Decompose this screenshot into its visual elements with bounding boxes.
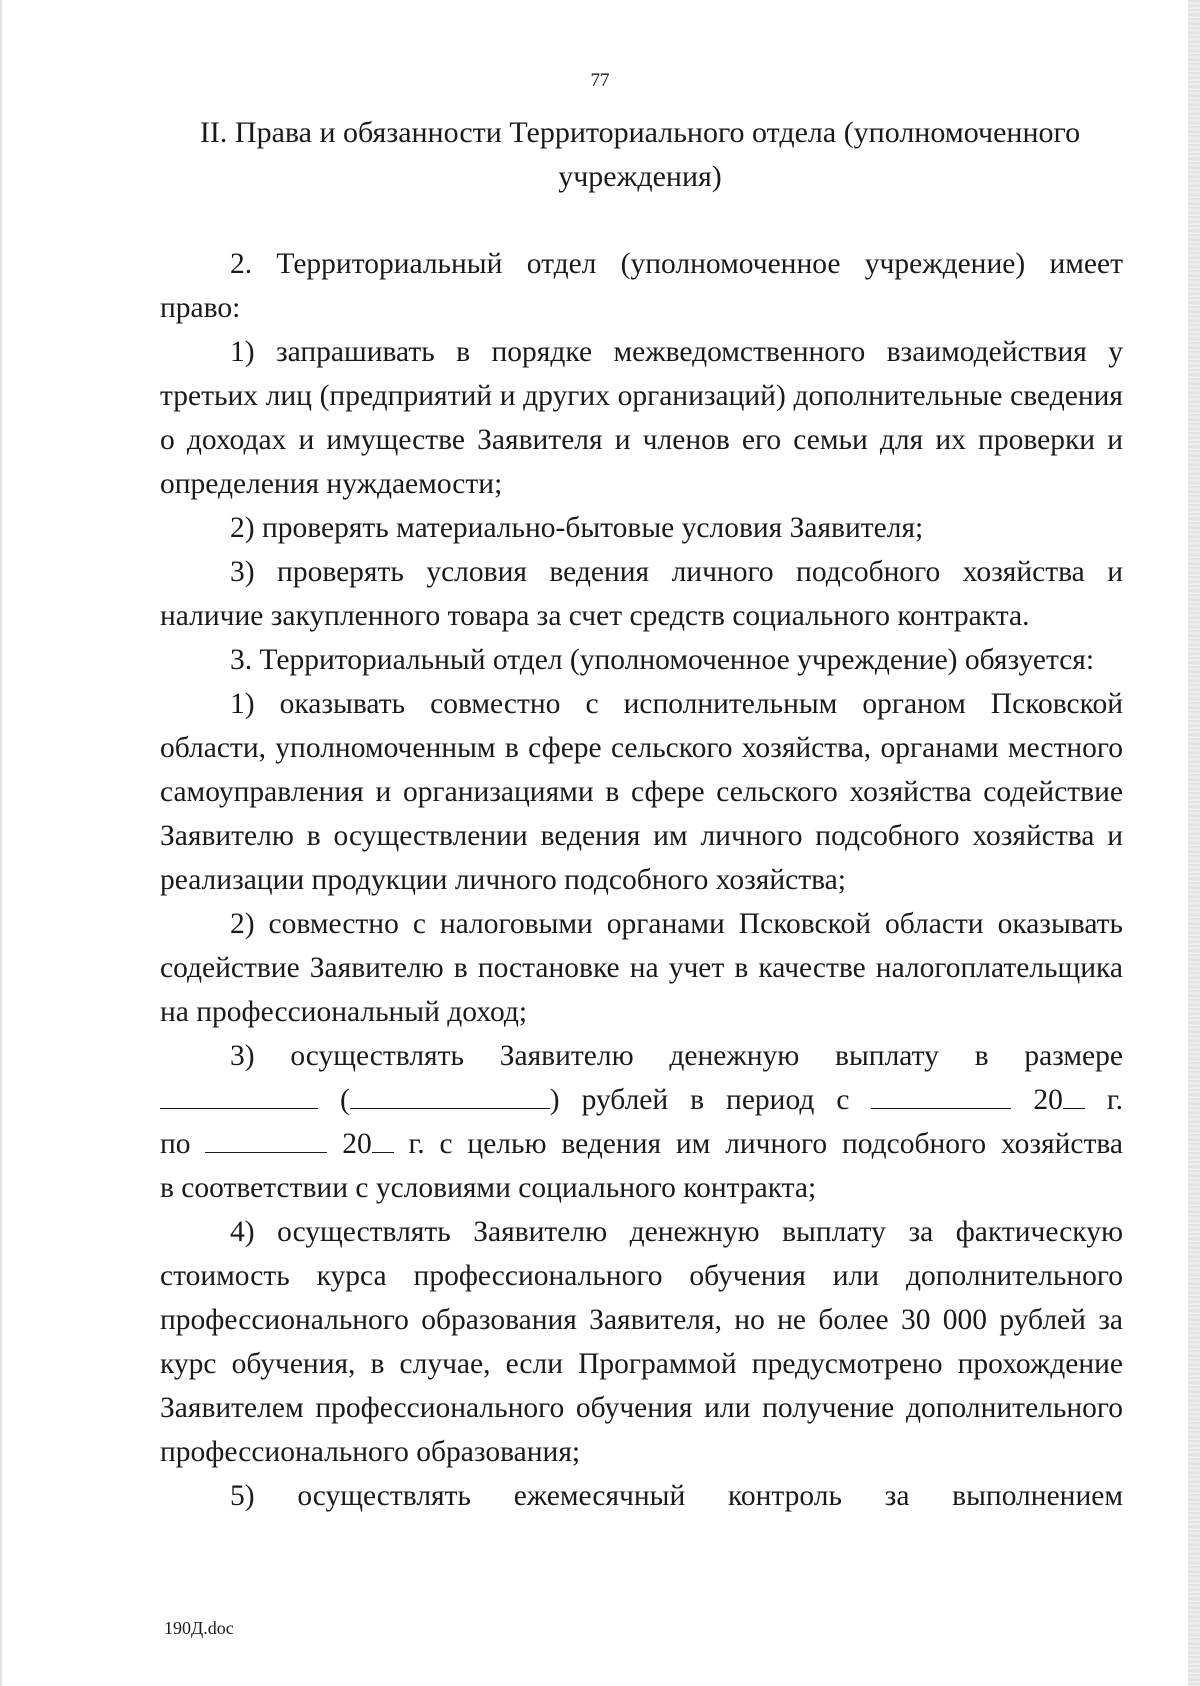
paragraph-2-item-3: 3) проверять условия ведения личного подсобного хозяйства и наличие закупленного товара за счет средств социального контракта. bbox=[160, 556, 1123, 632]
amount-blank bbox=[160, 1082, 318, 1109]
scan-edge-right bbox=[1188, 0, 1200, 1686]
end-date-blank bbox=[205, 1126, 327, 1153]
po-label: по bbox=[160, 1128, 191, 1160]
year-suffix-2: г. с целью ведения им личного подсобного хозяйства bbox=[408, 1128, 1124, 1160]
paragraph-3-item-1: 1) оказывать совместно с исполнительным органом Псковской области, уполномоченным в сфере сельского хозяйства, органами местного самоуправления и организациями в сфере сельского хозяйства содействие Заявителю в осуществлении ведения им личного подсобного хозяйства и реализации продукции личного подсобного хозяйства; bbox=[160, 688, 1123, 896]
paragraph-3-intro: 3. Территориальный отдел (уполномоченное учреждение) обязуется: bbox=[230, 644, 1095, 676]
year-prefix-2: 20 bbox=[342, 1128, 394, 1160]
document-body bbox=[160, 242, 1123, 1518]
item-3-line-4: в соответствии с условиями социального контракта; bbox=[160, 1172, 817, 1204]
item-3-line-3 bbox=[160, 1122, 1123, 1166]
footer-file-name: 190Д.doc bbox=[164, 1618, 234, 1638]
scan-edge-left bbox=[0, 0, 3, 1686]
year-suffix-1: г. bbox=[1106, 1084, 1123, 1116]
paragraph-3-item-4: 4) осуществлять Заявителю денежную выплату за фактическую стоимость курса профессионального обучения или дополнительного профессионального образования Заявителя, но не более 30 000 рублей за курс обучения, в случае, если Программой предусмотрено прохождение Заявителем профессионального обучения или получение дополнительного профессионального образования; bbox=[160, 1216, 1123, 1468]
page-number: 77 bbox=[590, 70, 610, 91]
item-3-line-2 bbox=[160, 1078, 1123, 1122]
paragraph-3-item-2: 2) совместно с налоговыми органами Псковской области оказывать содействие Заявителю в постановке на учет в качестве налогоплательщика на профессиональный доход; bbox=[160, 908, 1123, 1028]
paragraph-3-item-5: 5) осуществлять ежемесячный контроль за выполнением bbox=[230, 1480, 1123, 1512]
rubles-period-text: ) рублей в период с bbox=[549, 1084, 850, 1116]
paragraph-2-item-2: 2) проверять материально-бытовые условия Заявителя; bbox=[230, 512, 924, 544]
amount-words-blank bbox=[350, 1082, 550, 1109]
paragraph-3-item-3 bbox=[160, 1034, 1123, 1210]
item-3-line-1: 3) осуществлять Заявителю денежную выплату в размере bbox=[230, 1040, 1123, 1072]
open-paren: ( bbox=[339, 1084, 350, 1116]
section-title-line-1: II. Права и обязанности Территориального отдела (уполномоченного bbox=[199, 116, 1081, 149]
start-date-blank bbox=[871, 1082, 1011, 1109]
paragraph-2-intro: 2. Территориальный отдел (уполномоченное учреждение) имеет право: bbox=[160, 248, 1123, 324]
paragraph-2-item-1: 1) запрашивать в порядке межведомственного взаимодействия у третьих лиц (предприятий и других организаций) дополнительные сведения о доходах и имуществе Заявителя и членов его семьи для их проверки и определения нуждаемости; bbox=[160, 336, 1123, 500]
section-title-line-2: учреждения) bbox=[558, 160, 722, 193]
section-title bbox=[160, 111, 1120, 199]
year-prefix-1: 20 bbox=[1033, 1084, 1085, 1116]
